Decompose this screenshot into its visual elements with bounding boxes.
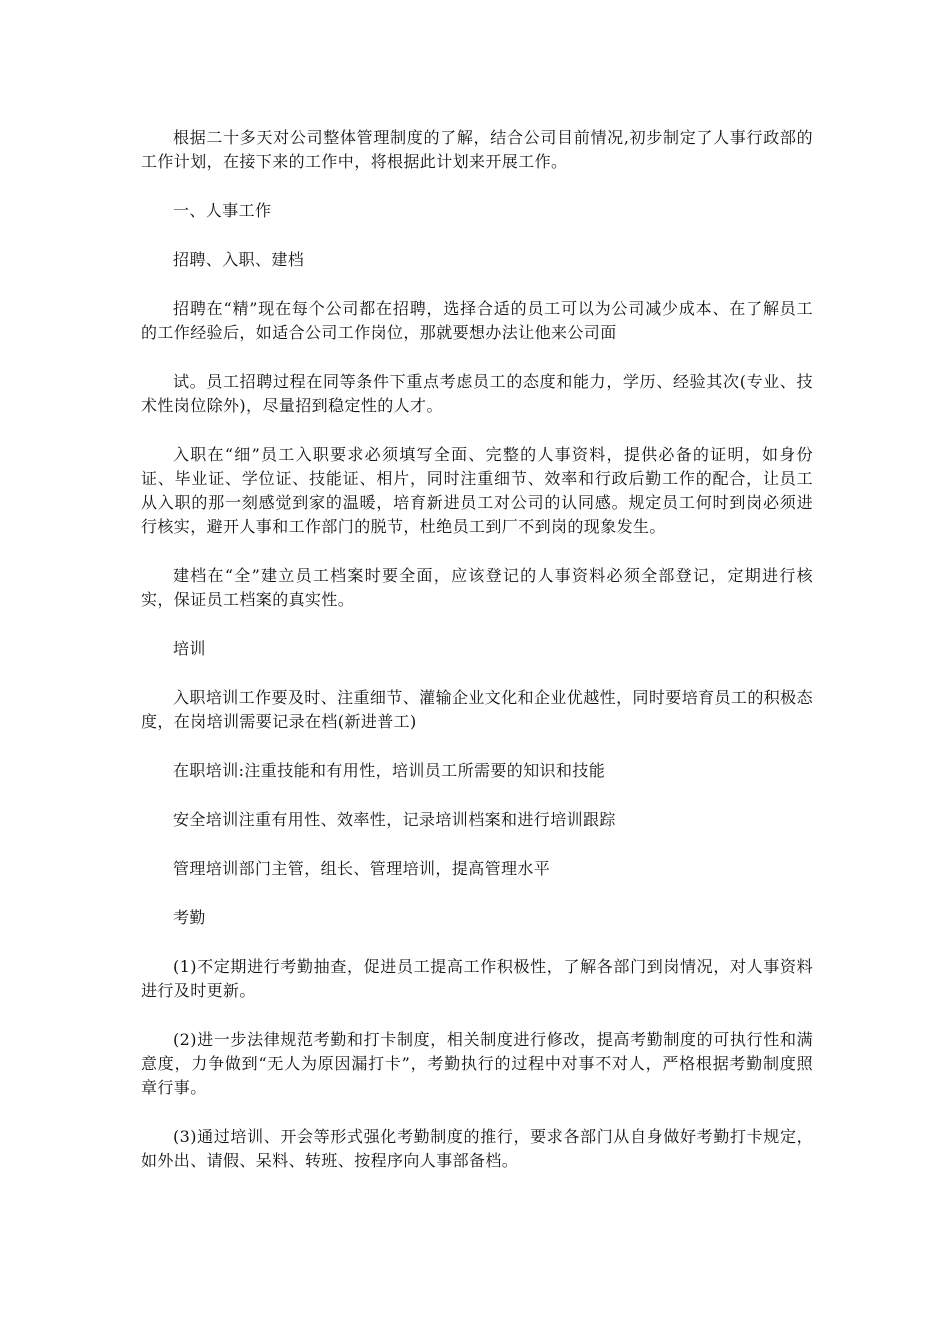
attendance-item-3: (3)通过培训、开会等形式强化考勤制度的推行，要求各部门从自身做好考勤打卡规定，如外出、请假、呆料、转班、按程序向人事部备档。 <box>141 1127 813 1170</box>
subheading-recruitment: 招聘、入职、建档 <box>173 250 305 269</box>
attendance-item-1: (1)不定期进行考勤抽查，促进员工提高工作积极性，了解各部门到岗情况，对人事资料进行及时更新。 <box>141 957 813 1000</box>
recruitment-paragraph: 招聘在“精”现在每个公司都在招聘，选择合适的员工可以为公司减少成本、在了解员工的工作经验后，如适合公司工作岗位，那就要想办法让他来公司面 <box>141 299 813 342</box>
filing-paragraph: 建档在“全”建立员工档案时要全面，应该登记的人事资料必须全部登记，定期进行核实，保证员工档案的真实性。 <box>141 566 813 609</box>
interview-paragraph: 试。员工招聘过程在同等条件下重点考虑员工的态度和能力，学历、经验其次(专业、技术性岗位除外)，尽量招到稳定性的人才。 <box>141 372 813 415</box>
onboarding-paragraph: 入职在“细”员工入职要求必须填写全面、完整的人事资料，提供必备的证明，如身份证、毕业证、学位证、技能证、相片，同时注重细节、效率和行政后勤工作的配合，让员工从入职的那一刻感觉到家的温暖，培育新进员工对公司的认同感。规定员工何时到岗必须进行核实，避开人事和工作部门的脱节，杜绝员工到厂不到岗的现象发生。 <box>141 445 813 536</box>
onjob-training-paragraph: 在职培训:注重技能和有用性，培训员工所需要的知识和技能 <box>173 761 606 780</box>
subheading-attendance: 考勤 <box>173 908 206 927</box>
safety-training-paragraph: 安全培训注重有用性、效率性，记录培训档案和进行培训跟踪 <box>173 810 616 829</box>
subheading-training: 培训 <box>173 639 206 658</box>
section-heading-personnel: 一、人事工作 <box>173 201 272 220</box>
management-training-paragraph: 管理培训部门主管，组长、管理培训，提高管理水平 <box>173 859 551 878</box>
intro-paragraph: 根据二十多天对公司整体管理制度的了解，结合公司目前情况,初步制定了人事行政部的工作计划，在接下来的工作中，将根据此计划来开展工作。 <box>141 128 813 171</box>
attendance-item-2: (2)进一步法律规范考勤和打卡制度，相关制度进行修改，提高考勤制度的可执行性和满意度，力争做到“无人为原因漏打卡”，考勤执行的过程中对事不对人，严格根据考勤制度照章行事。 <box>141 1030 813 1097</box>
induction-training-paragraph: 入职培训工作要及时、注重细节、灌输企业文化和企业优越性，同时要培育员工的积极态度，在岗培训需要记录在档(新进普工) <box>141 688 813 731</box>
document-body <box>141 126 813 1198</box>
